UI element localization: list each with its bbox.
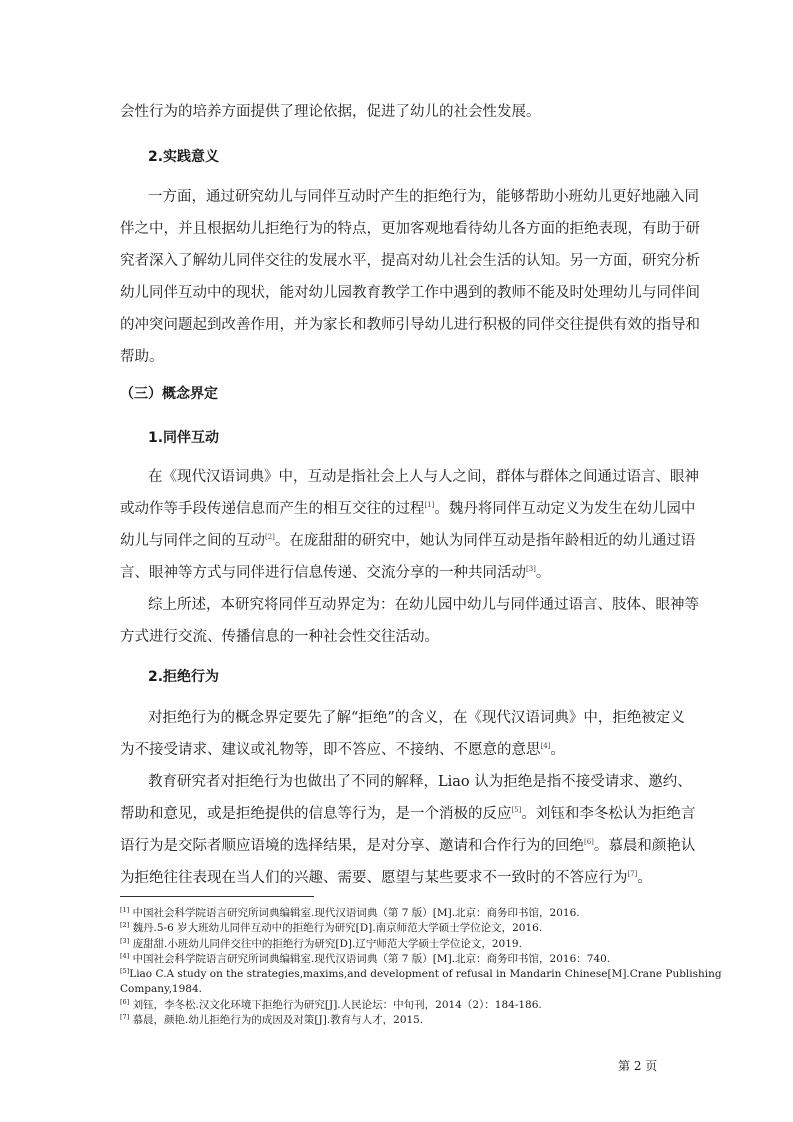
body-text-line: 言、眼神等方式与同伴进行信息传递、交流分享的一种共同活动[3]。 — [120, 565, 551, 581]
citation-marker: [2] — [265, 533, 275, 541]
body-text-line: 或动作等手段传递信息而产生的相互交往的过程[1]。魏丹将同伴互动定义为发生在幼儿园中 — [120, 501, 696, 517]
body-text-line: 教育研究者对拒绝行为也做出了不同的解释，Liao 认为拒绝是指不接受请求、邀约、 — [148, 774, 692, 790]
page-number: 第 2 页 — [618, 1059, 658, 1073]
body-text-line: 的冲突问题起到改善作用，并为家长和教师引导幼儿进行积极的同伴交往提供有效的指导和 — [120, 317, 700, 333]
citation-marker: [4] — [540, 742, 551, 750]
footnote: [1] 中国社会科学院语言研究所词典编辑室.现代汉语词典（第 7 版）[M].北京：商务印书馆，2016. — [120, 906, 580, 919]
citation-marker: [7] — [627, 870, 638, 878]
footnote: [7] 慕晨，颜艳.幼儿拒绝行为的成因及对策[J].教育与人才，2015. — [120, 1013, 424, 1026]
section-heading-refusal: 2.拒绝行为 — [148, 669, 220, 685]
citation-marker: [1] — [424, 501, 435, 509]
body-text-line: 对拒绝行为的概念界定要先了解“拒绝”的含义，在《现代汉语词典》中，拒绝被定义 — [148, 710, 685, 726]
body-text-line: 在《现代汉语词典》中，互动是指社会上人与人之间，群体与群体之间通过语言、眼神 — [148, 469, 699, 485]
body-text-line: 幼儿同伴互动中的现状，能对幼儿园教育教学工作中遇到的教师不能及时处理幼儿与同伴间 — [120, 285, 700, 301]
body-text-line: 一方面，通过研究幼儿与同伴互动时产生的拒绝行为，能够帮助小班幼儿更好地融入同 — [148, 189, 699, 205]
section-heading-concept: （三）概念界定 — [120, 386, 218, 402]
body-text-line: 帮助和意见，或是拒绝提供的信息等行为，是一个消极的反应[5]。刘钰和李冬松认为拒绝言 — [120, 806, 696, 822]
body-text-line: 帮助。 — [120, 349, 164, 365]
body-text-line: 为拒绝往往表现在当人们的兴趣、需要、愿望与某些要求不一致时的不答应行为[7]。 — [120, 870, 652, 886]
body-text-line: 会性行为的培养方面提供了理论依据，促进了幼儿的社会性发展。 — [120, 104, 541, 120]
footnote: [2] 魏丹.5-6 岁大班幼儿同伴互动中的拒绝行为研究[D].南京师范大学硕士学位论文，2016. — [120, 921, 543, 934]
footnote-continuation: Company,1984. — [120, 983, 202, 995]
citation-marker: [5] — [511, 806, 522, 814]
footnote-divider — [120, 896, 314, 897]
body-text-line: 综上所述，本研究将同伴互动界定为：在幼儿园中幼儿与同伴通过语言、肢体、眼神等 — [148, 597, 699, 613]
citation-marker: [3] — [526, 565, 536, 573]
body-text-line: 究者深入了解幼儿同伴交往的发展水平，提高对幼儿社会生活的认知。另一方面，研究分析 — [120, 253, 700, 269]
body-text-line: 方式进行交流、传播信息的一种社会性交往活动。 — [120, 629, 439, 645]
citation-marker: [6] — [584, 838, 594, 846]
body-text-line: 语行为是交际者顺应语境的选择结果，是对分享、邀请和合作行为的回绝[6]。慕晨和颜艳认 — [120, 838, 696, 854]
body-text-line: 为不接受请求、建议或礼物等，即不答应、不接纳、不愿意的意思[4]。 — [120, 742, 565, 758]
body-text-line: 伴之中，并且根据幼儿拒绝行为的特点，更加客观地看待幼儿各方面的拒绝表现，有助于研 — [120, 221, 700, 237]
footnote: [6] 刘钰，李冬松.汉文化环境下拒绝行为研究[J].人民论坛：中旬刊，2014（2）：184-186. — [120, 998, 542, 1011]
footnote: [4] 中国社会科学院语言研究所词典编辑室.现代汉语词典（第 7 版）[M].北京：商务印书馆，2016：740. — [120, 952, 611, 965]
footnote: [5]Liao C.A study on the strategies,maxims,and development of refusal in Mandarin Chinese[M].Crane Publishing — [120, 967, 722, 980]
section-heading-practice: 2.实践意义 — [148, 149, 220, 165]
footnote: [3] 庞甜甜.小班幼儿同伴交往中的拒绝行为研究[D].辽宁师范大学硕士学位论文，2019. — [120, 937, 522, 950]
body-text-line: 幼儿与同伴之间的互动[2]。在庞甜甜的研究中，她认为同伴互动是指年龄相近的幼儿通过语 — [120, 533, 696, 549]
section-heading-peer-interaction: 1.同伴互动 — [148, 430, 220, 446]
